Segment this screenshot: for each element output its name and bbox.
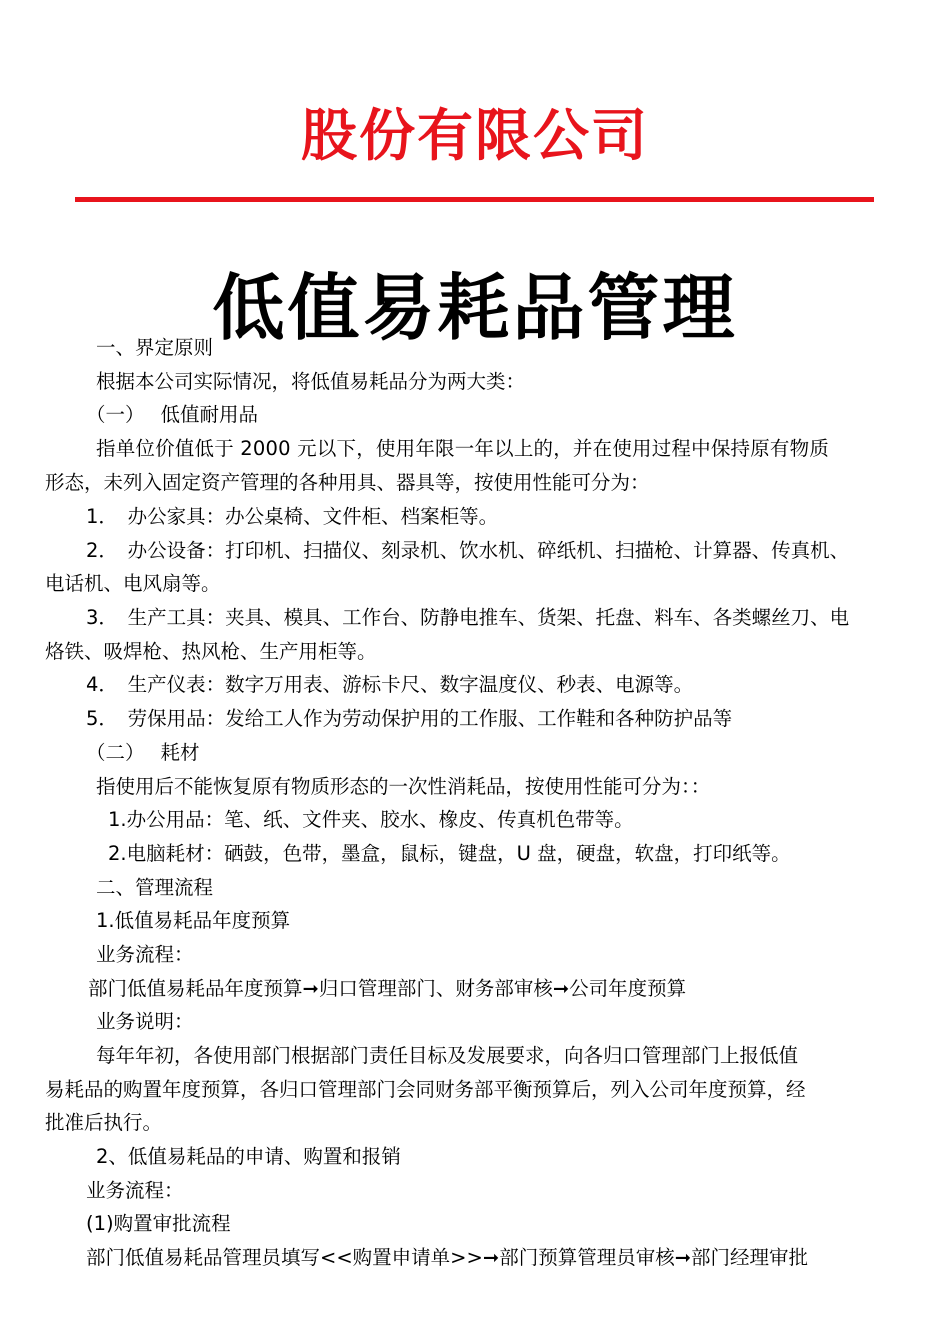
paragraph-line: 2． 办公设备：打印机、扫描仪、刻录机、饮水机、碎纸机、扫描枪、计算器、传真机、 — [86, 539, 850, 562]
paragraph-line: 烙铁、吸焊枪、热风枪、生产用柜等。 — [45, 640, 377, 663]
paragraph-line: 部门低值易耗品管理员填写<<购置申请单>>➞部门预算管理员审核➞部门经理审批 — [86, 1246, 809, 1269]
paragraph-line: 每年年初，各使用部门根据部门责任目标及发展要求，向各归口管理部门上报低值 — [96, 1044, 799, 1067]
paragraph-line: 1． 办公家具：办公桌椅、文件柜、档案柜等。 — [86, 505, 499, 528]
paragraph-line: 易耗品的购置年度预算，各归口管理部门会同财务部平衡预算后，列入公司年度预算，经 — [45, 1078, 806, 1101]
paragraph-line: 指使用后不能恢复原有物质形态的一次性消耗品，按使用性能可分为：： — [96, 775, 711, 798]
paragraph-line: 指单位价值低于 2000 元以下，使用年限一年以上的，并在使用过程中保持原有物质 — [96, 437, 830, 460]
paragraph-line: 业务流程： — [86, 1179, 184, 1202]
paragraph-line: 二、管理流程 — [96, 876, 214, 899]
paragraph-line: 2、低值易耗品的申请、购置和报销 — [96, 1145, 401, 1168]
paragraph-line: 业务说明： — [96, 1010, 194, 1033]
paragraph-line: 1.办公用品：笔、纸、文件夹、胶水、橡皮、传真机色带等。 — [108, 808, 634, 831]
paragraph-line: 部门低值易耗品年度预算➞归口管理部门、财务部审核➞公司年度预算 — [88, 977, 687, 1000]
paragraph-line: 电话机、电风扇等。 — [45, 572, 221, 595]
paragraph-line: (1)购置审批流程 — [86, 1212, 231, 1235]
paragraph-line: 2.电脑耗材：硒鼓，色带，墨盒，鼠标，键盘，U 盘，硬盘，软盘，打印纸等。 — [108, 842, 791, 865]
company-name: 股份有限公司 — [301, 104, 649, 169]
paragraph-line: 4． 生产仪表：数字万用表、游标卡尺、数字温度仪、秒表、电源等。 — [86, 673, 694, 696]
paragraph-line: 形态，未列入固定资产管理的各种用具、器具等，按使用性能可分为： — [45, 471, 650, 494]
header-divider — [75, 197, 874, 202]
paragraph-line: 批准后执行。 — [45, 1111, 163, 1134]
paragraph-line: 5． 劳保用品：发给工人作为劳动保护用的工作服、工作鞋和各种防护品等 — [86, 707, 733, 730]
paragraph-line: 3． 生产工具：夹具、模具、工作台、防静电推车、货架、托盘、料车、各类螺丝刀、电 — [86, 606, 850, 629]
document-title: 低值易耗品管理 — [212, 266, 738, 350]
paragraph-line: 根据本公司实际情况，将低值易耗品分为两大类： — [96, 370, 526, 393]
paragraph-line: （一） 低值耐用品 — [86, 403, 258, 426]
paragraph-line: 一、界定原则 — [96, 336, 214, 359]
paragraph-line: 业务流程： — [96, 943, 194, 966]
paragraph-line: （二） 耗材 — [86, 741, 200, 764]
paragraph-line: 1.低值易耗品年度预算 — [96, 909, 291, 932]
